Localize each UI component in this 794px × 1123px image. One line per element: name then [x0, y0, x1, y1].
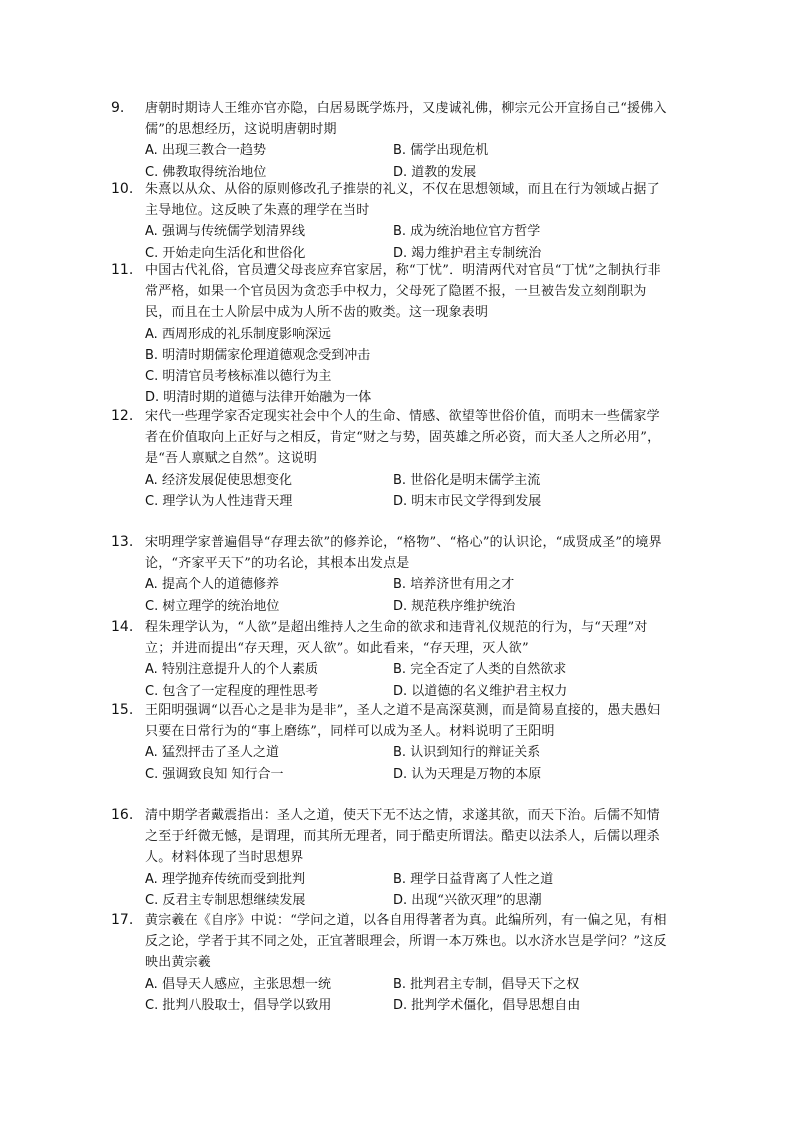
answer-option[interactable] [145, 869, 393, 890]
question-number: 9. [111, 100, 125, 116]
options-row [145, 491, 671, 512]
answer-option[interactable] [145, 974, 393, 995]
option-text: 提高个人的道德修养 [161, 577, 279, 593]
option-letter: B. [145, 347, 159, 363]
question-number: 15. [111, 702, 134, 718]
option-text: 理学日益背离了人性之道 [410, 871, 554, 887]
option-text: 出现三教合一趋势 [161, 143, 266, 159]
question-number: 12. [111, 408, 134, 424]
option-letter: A. [145, 224, 158, 240]
options-row [145, 140, 671, 161]
option-text: 西周形成的礼乐制度影响深远 [161, 326, 331, 342]
options-row [145, 659, 671, 680]
answer-option[interactable] [393, 659, 566, 680]
option-text: 规范秩序维护统治 [411, 598, 516, 614]
option-text: 认为天理是万物的本原 [411, 766, 542, 782]
answer-option[interactable] [393, 869, 553, 890]
answer-option[interactable] [393, 764, 541, 785]
options-row [145, 869, 671, 890]
answer-option[interactable] [145, 742, 393, 763]
question-stem: 清中期学者戴震指出：圣人之道，使天下无不达之情，求遂其欲，而天下治。后儒不知情之至于纤微无憾，是谓理，而其所无理者，同于酷吏所谓法。酷吏以法杀人，后儒以理杀人。材料体现了当时思想界 [145, 808, 660, 866]
question-stem: 中国古代礼俗，官员遭父母丧应弃官家居，称“丁忧”．明清两代对官员“丁忧”之制执行非常严格，如果一个官员因为贪恋手中权力，父母死了隐匿不报，一旦被告发立刻削职为民，而且在士人阶层中成为人所不齿的败类。这一现象表明 [145, 263, 661, 321]
option-letter: B. [393, 871, 407, 887]
option-text: 完全否定了人类的自然欲求 [410, 662, 567, 678]
option-text: 成为统治地位官方哲学 [410, 224, 541, 240]
option-letter: D. [145, 390, 160, 406]
option-letter: A. [145, 662, 158, 678]
option-text: 批判君主专制，倡导天下之权 [410, 976, 580, 992]
option-text: 明清时期儒家伦理道德观念受到冲击 [162, 347, 371, 363]
option-letter: A. [145, 326, 158, 342]
option-text: 明清官员考核标准以德行为主 [162, 369, 332, 385]
option-text: 认识到知行的辩证关系 [410, 745, 541, 761]
option-letter: A. [145, 871, 158, 887]
question-stem: 朱熹以从众、从俗的原则修改孔子推崇的礼义，不仅在思想领域，而且在行为领域占据了主导地位。这反映了朱熹的理学在当时 [145, 182, 660, 219]
question-stem: 宋代一些理学家否定现实社会中个人的生命、情感、欲望等世俗价值，而明末一些儒家学者在价值取向上正好与之相反，肯定“财之与势，固英雄之所必资，而大圣人之所必用”，是“吾人禀赋之自然”。这说明 [145, 409, 661, 467]
option-letter: B. [393, 472, 407, 488]
answer-option[interactable] [145, 659, 393, 680]
option-letter: C. [145, 892, 159, 908]
option-letter: C. [145, 493, 159, 509]
options-list [145, 324, 671, 409]
answer-option[interactable] [145, 470, 393, 491]
option-text: 以道德的名义维护君主权力 [411, 683, 568, 699]
option-letter: D. [393, 683, 408, 699]
answer-option[interactable] [145, 491, 393, 512]
option-letter: B. [393, 224, 407, 240]
question-number: 11. [111, 262, 134, 278]
answer-option[interactable] [393, 974, 579, 995]
option-letter: D. [393, 164, 408, 180]
option-letter: D. [393, 997, 408, 1013]
option-letter: A. [145, 472, 158, 488]
answer-option[interactable] [145, 345, 671, 366]
question-number: 13. [111, 534, 134, 550]
options-row [145, 995, 671, 1016]
option-text: 开始走向生活化和世俗化 [162, 245, 306, 261]
option-letter: B. [393, 143, 407, 159]
option-text: 培养济世有用之才 [410, 577, 515, 593]
answer-option[interactable] [145, 221, 393, 242]
option-letter: B. [393, 577, 407, 593]
option-text: 特别注意提升人的个人素质 [161, 662, 318, 678]
answer-option[interactable] [145, 596, 393, 617]
option-letter: C. [145, 369, 159, 385]
answer-option[interactable] [145, 140, 393, 161]
option-letter: D. [393, 766, 408, 782]
option-text: 出现“兴欲灭理”的思潮 [411, 892, 542, 908]
option-letter: C. [145, 683, 159, 699]
option-letter: D. [393, 493, 408, 509]
options-list [145, 140, 671, 182]
question-number: 17. [111, 912, 134, 928]
question-block [111, 406, 671, 512]
answer-option[interactable] [145, 366, 671, 387]
answer-option[interactable] [145, 764, 393, 785]
option-text: 理学认为人性违背天理 [162, 493, 293, 509]
question-stem: 程朱理学认为，“人欲”是超出维持人之生命的欲求和违背礼仪规范的行为，与“天理”对立；并进而提出“存天理，灭人欲”。如此看来，“存天理，灭人欲” [145, 620, 648, 657]
option-letter: B. [393, 976, 407, 992]
question-block [111, 179, 671, 264]
option-letter: D. [393, 892, 408, 908]
question-block [111, 805, 671, 911]
answer-option[interactable] [393, 574, 514, 595]
option-text: 经济发展促使思想变化 [161, 472, 292, 488]
answer-option[interactable] [393, 890, 542, 911]
options-row [145, 890, 671, 911]
answer-option[interactable] [393, 995, 580, 1016]
options-row [145, 974, 671, 995]
option-letter: A. [145, 745, 158, 761]
question-stem: 王阳明强调“以吾心之是非为是非”，圣人之道不是高深莫测，而是简易直接的，愚夫愚妇只要在日常行为的“事上磨练”，同样可以成为圣人。材料说明了王阳明 [145, 703, 661, 740]
option-letter: C. [145, 598, 159, 614]
question-number: 10. [111, 181, 134, 197]
option-text: 树立理学的统治地位 [162, 598, 280, 614]
answer-option[interactable] [393, 140, 488, 161]
option-letter: C. [145, 245, 159, 261]
options-row [145, 221, 671, 242]
option-text: 批判八股取士，倡导学以致用 [162, 997, 332, 1013]
options-list [145, 869, 671, 911]
option-text: 反君主专制思想继续发展 [162, 892, 306, 908]
answer-option[interactable] [145, 574, 393, 595]
answer-option[interactable] [393, 470, 540, 491]
option-text: 包含了一定程度的理性思考 [162, 683, 319, 699]
question-number: 16. [111, 807, 134, 823]
option-text: 批判学术僵化，倡导思想自由 [411, 997, 581, 1013]
option-text: 明末市民文学得到发展 [411, 493, 542, 509]
option-letter: B. [393, 745, 407, 761]
option-letter: A. [145, 143, 158, 159]
question-block [111, 910, 671, 1016]
answer-option[interactable] [145, 995, 393, 1016]
question-block [111, 700, 671, 785]
options-list [145, 659, 671, 701]
option-text: 明清时期的道德与法律开始融为一体 [163, 390, 372, 406]
options-row [145, 574, 671, 595]
option-text: 理学抛弃传统而受到批判 [161, 871, 305, 887]
option-letter: A. [145, 976, 158, 992]
question-number: 14. [111, 619, 134, 635]
options-list [145, 574, 671, 616]
options-list [145, 974, 671, 1016]
option-text: 猛烈抨击了圣人之道 [161, 745, 279, 761]
option-text: 佛教取得统治地位 [162, 164, 267, 180]
option-text: 倡导天人感应，主张思想一统 [161, 976, 331, 992]
answer-option[interactable] [393, 742, 540, 763]
answer-option[interactable] [145, 681, 393, 702]
option-text: 强调与传统儒学划清界线 [161, 224, 305, 240]
option-letter: B. [393, 662, 407, 678]
option-text: 道教的发展 [411, 164, 477, 180]
options-row [145, 470, 671, 491]
question-block [111, 617, 671, 702]
options-row [145, 596, 671, 617]
options-row [145, 742, 671, 763]
answer-option[interactable] [145, 890, 393, 911]
question-block [111, 532, 671, 617]
question-stem: 宋明理学家普遍倡导“存理去欲”的修养论，“格物”、“格心”的认识论，“成贤成圣”的境界论，“齐家平天下”的功名论，其根本出发点是 [145, 535, 662, 572]
answer-option[interactable] [393, 491, 541, 512]
option-letter: A. [145, 577, 158, 593]
option-letter: D. [393, 598, 408, 614]
answer-option[interactable] [393, 596, 515, 617]
answer-option[interactable] [393, 681, 567, 702]
option-text: 竭力维护君主专制统治 [411, 245, 542, 261]
question-stem: 黄宗羲在《自序》中说：“学问之道，以各自用得著者为真。此编所列，有一偏之见，有相反之论，学者于其不同之处，正宜著眼理会，所谓一本万殊也。以水济水岂是学问？”这反映出黄宗羲 [145, 913, 667, 971]
options-list [145, 470, 671, 512]
answer-option[interactable] [393, 221, 540, 242]
options-row [145, 764, 671, 785]
option-text: 儒学出现危机 [410, 143, 489, 159]
question-block [111, 98, 671, 183]
option-text: 强调致良知 知行合一 [162, 766, 284, 782]
options-row [145, 681, 671, 702]
option-letter: C. [145, 164, 159, 180]
options-list [145, 221, 671, 263]
answer-option[interactable] [145, 324, 671, 345]
question-block [111, 260, 671, 408]
option-text: 世俗化是明末儒学主流 [410, 472, 541, 488]
option-letter: D. [393, 245, 408, 261]
question-stem: 唐朝时期诗人王维亦官亦隐，白居易既学炼丹，又虔诚礼佛，柳宗元公开宣扬自己“援佛入儒”的思想经历，这说明唐朝时期 [145, 101, 667, 138]
options-list [145, 742, 671, 784]
option-letter: C. [145, 766, 159, 782]
option-letter: C. [145, 997, 159, 1013]
